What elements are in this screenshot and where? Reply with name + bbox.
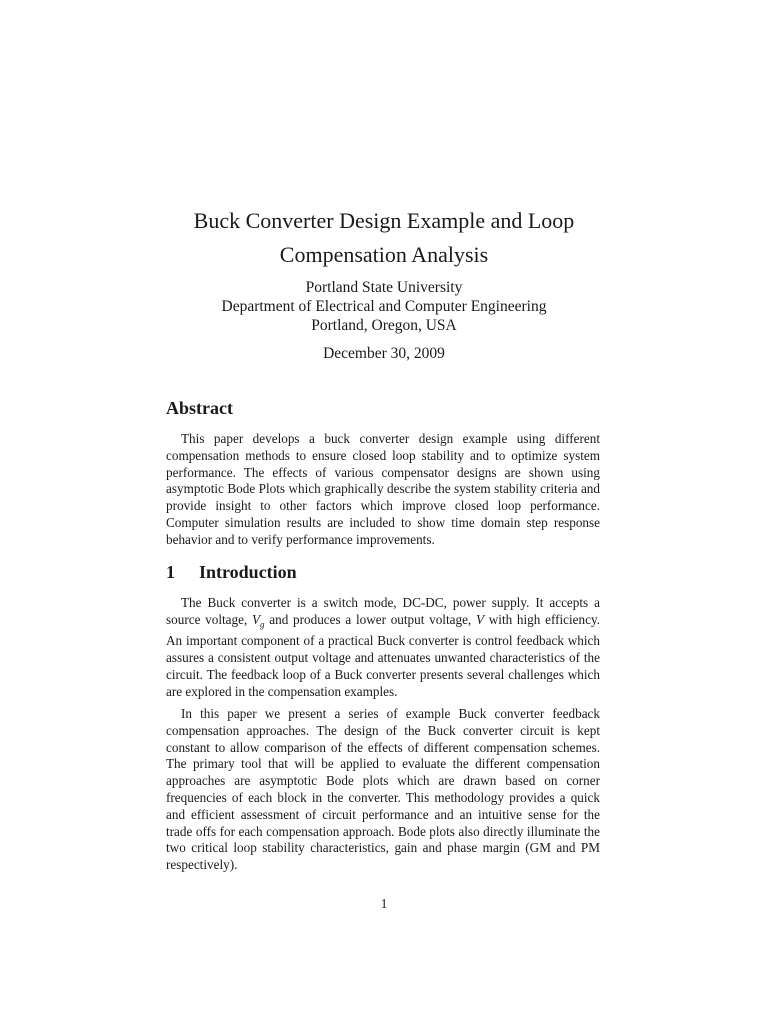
- university-name: Portland State University: [305, 279, 463, 296]
- introduction-paragraph-2: In this paper we present a series of example Buck converter feedback compensation approaches. The design of the Buck converter circuit is kept constant to allow comparison of the effects of different compensation schemes. The primary tool that will be applied to evaluate the different compensation approaches are asymptotic Bode plots which are drawn based on corner frequencies of each block in the converter. This methodology provides a quick and efficient assessment of circuit performance and an intuitive sense for the trade offs for each compensation approach. Bode plots also directly illuminate the two critical loop stability characteristics, gain and phase margin (GM and PM respectively).: [166, 706, 600, 873]
- introduction-paragraph-1: [166, 595, 600, 700]
- vg-subscript: g: [260, 619, 265, 630]
- section-title: Introduction: [199, 562, 297, 582]
- title-line-1: Buck Converter Design Example and Loop: [193, 208, 575, 233]
- page-number: 1: [380, 896, 388, 911]
- vg-letter: V: [251, 611, 261, 627]
- v-symbol: V: [475, 611, 485, 627]
- section-number: 1: [166, 562, 175, 582]
- abstract-text: This paper develops a buck converter design example using different compensation methods to ensure closed loop stability and to optimize system performance. The effects of various compensator designs are shown using asymptotic Bode Plots which graphically describe the system stability criteria and provide insight to other factors which improve closed loop performance. Computer simulation results are included to show time domain step response behavior and to verify performance improvements.: [166, 431, 600, 547]
- department-name: Department of Electrical and Computer Engineering: [221, 298, 547, 315]
- para1-text-c: with high efficiency. An important component of a practical Buck converter is control feedback which assures a consistent output voltage and attenuates unwanted characteristics of the circuit. The feedback loop of a Buck converter presents several challenges which are explored in the compensation examples.: [166, 611, 601, 699]
- paper-date: December 30, 2009: [323, 345, 445, 362]
- para1-text-b: and produces a lower output voltage,: [264, 611, 476, 627]
- introduction-heading: [166, 562, 297, 583]
- abstract-heading: Abstract: [166, 398, 233, 418]
- title-line-2: Compensation Analysis: [279, 242, 489, 267]
- para1-text-a: The Buck converter is a switch mode, DC-DC, power supply. It accepts a source voltage,: [166, 595, 600, 627]
- paper-title: [110, 204, 658, 272]
- vg-symbol: [251, 611, 265, 630]
- affiliation-block: [110, 278, 658, 335]
- location: Portland, Oregon, USA: [311, 317, 457, 334]
